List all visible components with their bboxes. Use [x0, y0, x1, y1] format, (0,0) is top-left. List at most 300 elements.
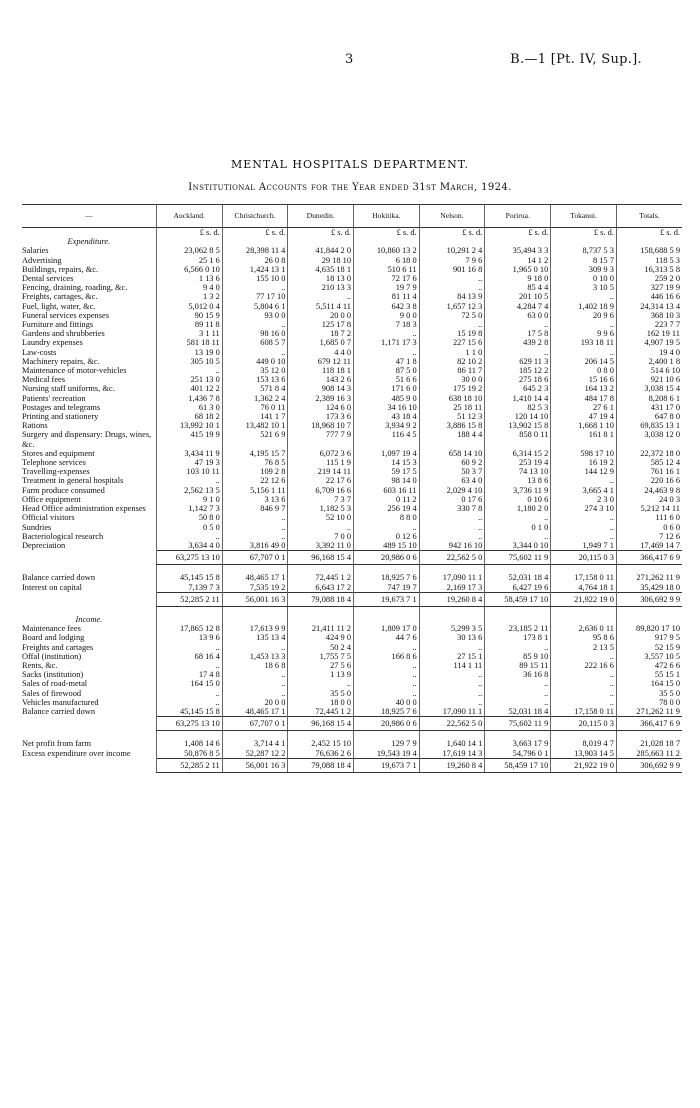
- amount-cell: 275 18 6: [485, 375, 551, 384]
- amount-cell: 330 7 8: [419, 504, 485, 513]
- amount-cell: ..: [485, 320, 551, 329]
- amount-cell: 3,736 11 9: [485, 486, 551, 495]
- amount-cell: ..: [551, 523, 617, 532]
- amount-cell: 201 10 5: [485, 292, 551, 301]
- amount-cell: 7 3 7: [288, 495, 354, 504]
- amount-cell: ..: [551, 513, 617, 522]
- amount-cell: ..: [222, 670, 288, 679]
- amount-cell: 21,922 19 0: [551, 758, 617, 772]
- amount-cell: [156, 565, 222, 574]
- table-row: [22, 679, 682, 688]
- amount-cell: 642 3 8: [354, 302, 420, 311]
- amount-cell: 4,195 15 7: [222, 449, 288, 458]
- amount-cell: 63,275 13 10: [156, 551, 222, 565]
- amount-cell: ..: [485, 689, 551, 698]
- amount-cell: [222, 615, 288, 624]
- amount-cell: ..: [156, 643, 222, 652]
- amount-cell: 13 8 6: [485, 476, 551, 485]
- row-label: Gardens and shrubberies: [22, 329, 105, 339]
- amount-cell: ..: [485, 348, 551, 357]
- column-header: Nelson.: [419, 205, 485, 228]
- amount-cell: [485, 565, 551, 574]
- amount-cell: £ s. d.: [485, 228, 551, 238]
- amount-cell: 98 16 0: [222, 329, 288, 338]
- amount-cell: 598 17 10: [551, 449, 617, 458]
- amount-cell: 424 9 0: [288, 633, 354, 642]
- amount-cell: 3 1 11: [156, 329, 222, 338]
- spacer-row: [22, 731, 682, 740]
- row-label: Advertising: [22, 255, 62, 265]
- amount-cell: 54,796 0 1: [485, 749, 551, 759]
- row-label: Farm produce consumed: [22, 485, 105, 495]
- page-title: MENTAL HOSPITALS DEPARTMENT.: [230, 158, 470, 171]
- amount-cell: 1,171 17 3: [354, 338, 420, 347]
- amount-cell: 3,038 12 0: [616, 430, 682, 448]
- amount-cell: 227 15 6: [419, 338, 485, 347]
- amount-cell: 13,903 14 5: [551, 749, 617, 759]
- row-label: Freights, cartages, &c.: [22, 292, 98, 302]
- amount-cell: 35 5 0: [616, 689, 682, 698]
- amount-cell: 1 1 0: [419, 348, 485, 357]
- amount-cell: 0 17 6: [419, 495, 485, 504]
- amount-cell: 20,115 0 3: [551, 717, 617, 731]
- amount-cell: 571 8 4: [222, 384, 288, 393]
- amount-cell: 1,180 2 0: [485, 504, 551, 513]
- row-label: [22, 731, 156, 740]
- amount-cell: 439 2 8: [485, 338, 551, 347]
- column-header: Dunedin.: [288, 205, 354, 228]
- amount-cell: 8 8 0: [354, 513, 420, 522]
- amount-cell: 5,299 3 5: [419, 624, 485, 633]
- amount-cell: 19,260 8 4: [419, 592, 485, 606]
- page-number: 3: [345, 52, 354, 67]
- amount-cell: ..: [485, 698, 551, 707]
- amount-cell: 446 16 6: [616, 292, 682, 301]
- amount-cell: [419, 731, 485, 740]
- row-label: Travelling-expenses: [22, 467, 90, 477]
- amount-cell: ..: [156, 689, 222, 698]
- amount-cell: 5,156 1 11: [222, 486, 288, 495]
- amount-cell: 118 18 1: [288, 366, 354, 375]
- amount-cell: [288, 606, 354, 615]
- amount-cell: £ s. d.: [419, 228, 485, 238]
- amount-cell: ..: [288, 523, 354, 532]
- row-label: Stores and equipment: [22, 448, 95, 458]
- amount-cell: ..: [354, 523, 420, 532]
- amount-cell: ..: [222, 643, 288, 652]
- amount-cell: ..: [485, 679, 551, 688]
- table-row: [22, 348, 682, 357]
- amount-cell: 521 6 9: [222, 430, 288, 448]
- table-row: [22, 513, 682, 522]
- amount-cell: [222, 565, 288, 574]
- table-row: [22, 633, 682, 642]
- table-row: [22, 670, 682, 679]
- amount-cell: [485, 237, 551, 246]
- row-label: Interest on capital: [22, 582, 82, 592]
- amount-cell: 2,562 13 5: [156, 486, 222, 495]
- amount-cell: 35 12 0: [222, 366, 288, 375]
- amount-cell: [222, 606, 288, 615]
- amount-cell: 8,737 5 3: [551, 246, 617, 255]
- amount-cell: 19,673 7 1: [354, 592, 420, 606]
- amount-cell: £ s. d.: [616, 228, 682, 238]
- column-header-row: [22, 205, 682, 228]
- table-row: [22, 292, 682, 301]
- amount-cell: 13,482 10 1: [222, 421, 288, 430]
- amount-cell: 917 9 5: [616, 633, 682, 642]
- amount-cell: 67,707 0 1: [222, 551, 288, 565]
- amount-cell: 19,543 19 4: [354, 749, 420, 759]
- amount-cell: 3 13 6: [222, 495, 288, 504]
- amount-cell: 777 7 9: [288, 430, 354, 448]
- table-row: [22, 384, 682, 393]
- column-header: Tokanui.: [551, 205, 617, 228]
- amount-cell: 72 5 0: [419, 311, 485, 320]
- amount-cell: 84 13 9: [419, 292, 485, 301]
- amount-cell: 2,389 16 3: [288, 394, 354, 403]
- row-label: Rents, &c.: [22, 660, 58, 670]
- amount-cell: 89 15 11: [485, 661, 551, 670]
- amount-cell: 59 17 5: [354, 467, 420, 476]
- amount-cell: 366,417 6 9: [616, 717, 682, 731]
- amount-cell: 1,949 7 1: [551, 541, 617, 551]
- row-label: [22, 551, 156, 565]
- amount-cell: ..: [551, 698, 617, 707]
- table-row: [22, 412, 682, 421]
- amount-cell: 72,445 1 2: [288, 707, 354, 717]
- amount-cell: 309 9 3: [551, 265, 617, 274]
- amount-cell: 87 5 0: [354, 366, 420, 375]
- amount-cell: 27 5 6: [288, 661, 354, 670]
- amount-cell: 761 16 1: [616, 467, 682, 476]
- table-row: [22, 739, 682, 748]
- amount-cell: ..: [156, 476, 222, 485]
- amount-cell: 6,314 15 2: [485, 449, 551, 458]
- row-label: Sundries: [22, 522, 52, 532]
- amount-cell: ..: [222, 348, 288, 357]
- table-row: [22, 329, 682, 338]
- section-heading: [22, 615, 682, 624]
- amount-cell: 401 12 2: [156, 384, 222, 393]
- amount-cell: 220 16 6: [616, 476, 682, 485]
- amount-cell: 82 5 3: [485, 403, 551, 412]
- amount-cell: ..: [419, 283, 485, 292]
- amount-cell: 17,619 14 3: [419, 749, 485, 759]
- amount-cell: 13 19 0: [156, 348, 222, 357]
- amount-cell: 472 6 6: [616, 661, 682, 670]
- amount-cell: 45,145 15 8: [156, 573, 222, 582]
- amount-cell: 40 0 0: [354, 698, 420, 707]
- row-label: Depreciation: [22, 540, 66, 550]
- amount-cell: ..: [551, 652, 617, 661]
- amount-cell: 74 13 10: [485, 467, 551, 476]
- row-label: Balance carried down: [22, 573, 96, 583]
- amount-cell: 118 5 3: [616, 256, 682, 265]
- amount-cell: 17 4 8: [156, 670, 222, 679]
- amount-cell: 124 6 0: [288, 403, 354, 412]
- amount-cell: 3,663 17 9: [485, 739, 551, 748]
- amount-cell: 125 17 8: [288, 320, 354, 329]
- amount-cell: [156, 615, 222, 624]
- amount-cell: 111 6 0: [616, 513, 682, 522]
- amount-cell: 3,886 15 8: [419, 421, 485, 430]
- amount-cell: 35,494 3 3: [485, 246, 551, 255]
- amount-cell: 109 2 8: [222, 467, 288, 476]
- amount-cell: 1,408 14 6: [156, 739, 222, 748]
- table-row: [22, 246, 682, 255]
- row-label: Board and lodging: [22, 633, 85, 643]
- amount-cell: 1,182 5 3: [288, 504, 354, 513]
- amount-cell: 164 15 0: [616, 679, 682, 688]
- amount-cell: 17,090 11 1: [419, 573, 485, 582]
- amount-cell: ..: [419, 679, 485, 688]
- row-label: Income.: [75, 614, 103, 624]
- amount-cell: 20 9 6: [551, 311, 617, 320]
- amount-cell: ..: [419, 670, 485, 679]
- amount-cell: 0 5 0: [156, 523, 222, 532]
- table-row: [22, 430, 682, 448]
- amount-cell: 8,208 6 1: [616, 394, 682, 403]
- amount-cell: 647 8 0: [616, 412, 682, 421]
- amount-cell: 17,158 0 11: [551, 573, 617, 582]
- amount-cell: 26 0 8: [222, 256, 288, 265]
- amount-cell: ..: [222, 523, 288, 532]
- amount-cell: 76,636 2 6: [288, 749, 354, 759]
- amount-cell: 23,062 8 5: [156, 246, 222, 255]
- table-row: [22, 532, 682, 541]
- table-row: [22, 643, 682, 652]
- amount-cell: 96,168 15 4: [288, 717, 354, 731]
- amount-cell: 7,139 7 3: [156, 583, 222, 593]
- amount-cell: 47 19 3: [156, 458, 222, 467]
- amount-cell: ..: [485, 513, 551, 522]
- amount-cell: 14 15 3: [354, 458, 420, 467]
- amount-cell: 603 16 11: [354, 486, 420, 495]
- amount-cell: ..: [222, 689, 288, 698]
- table-row: [22, 274, 682, 283]
- row-label: Balance carried down: [22, 706, 96, 716]
- amount-cell: 0 1 0: [485, 523, 551, 532]
- amount-cell: 47 19 4: [551, 412, 617, 421]
- amount-cell: 1 13 9: [288, 670, 354, 679]
- amount-cell: 20,115 0 3: [551, 551, 617, 565]
- amount-cell: 1,410 14 4: [485, 394, 551, 403]
- amount-cell: 327 19 9: [616, 283, 682, 292]
- amount-cell: 6,566 0 10: [156, 265, 222, 274]
- table-row: [22, 707, 682, 717]
- amount-cell: 27 15 1: [419, 652, 485, 661]
- amount-cell: 81 11 4: [354, 292, 420, 301]
- amount-cell: 2 3 0: [551, 495, 617, 504]
- amount-cell: 52 10 0: [288, 513, 354, 522]
- amount-cell: 305 10 5: [156, 357, 222, 366]
- table-row: [22, 421, 682, 430]
- amount-cell: 16,313 5 8: [616, 265, 682, 274]
- amount-cell: ..: [419, 698, 485, 707]
- amount-cell: 0 8 0: [551, 366, 617, 375]
- amount-cell: 6,072 3 6: [288, 449, 354, 458]
- amount-cell: 171 6 0: [354, 384, 420, 393]
- amount-cell: 18,968 10 7: [288, 421, 354, 430]
- amount-cell: 144 12 9: [551, 467, 617, 476]
- amount-cell: 85 4 4: [485, 283, 551, 292]
- amount-cell: 30 0 0: [419, 375, 485, 384]
- amount-cell: 4 4 0: [288, 348, 354, 357]
- amount-cell: £ s. d.: [288, 228, 354, 238]
- amount-cell: [288, 565, 354, 574]
- amount-cell: 56,001 16 3: [222, 758, 288, 772]
- row-label: Excess expenditure over income: [22, 748, 131, 758]
- table-row: [22, 652, 682, 661]
- spacer-row: [22, 565, 682, 574]
- amount-cell: [156, 237, 222, 246]
- row-label: Laundry expenses: [22, 338, 83, 348]
- amount-cell: 166 8 6: [354, 652, 420, 661]
- amount-cell: 75,602 11 9: [485, 717, 551, 731]
- table-row: [22, 265, 682, 274]
- amount-cell: 638 18 10: [419, 394, 485, 403]
- total-row: [22, 592, 682, 606]
- amount-cell: 20 0 0: [222, 698, 288, 707]
- amount-cell: 50 2 4: [288, 643, 354, 652]
- amount-cell: [354, 565, 420, 574]
- amount-cell: £ s. d.: [354, 228, 420, 238]
- row-label: Official visitors: [22, 513, 75, 523]
- amount-cell: 5,212 14 11: [616, 504, 682, 513]
- amount-cell: 274 3 10: [551, 504, 617, 513]
- amount-cell: 48,465 17 1: [222, 707, 288, 717]
- amount-cell: 485 9 0: [354, 394, 420, 403]
- amount-cell: 1,685 0 7: [288, 338, 354, 347]
- amount-cell: 306,692 9 9: [616, 758, 682, 772]
- amount-cell: ..: [551, 689, 617, 698]
- amount-cell: 1,402 18 9: [551, 302, 617, 311]
- amount-cell: 129 7 9: [354, 739, 420, 748]
- amount-cell: 253 19 4: [485, 458, 551, 467]
- table-row: [22, 689, 682, 698]
- amount-cell: 15 19 8: [419, 329, 485, 338]
- amount-cell: 13,992 10 1: [156, 421, 222, 430]
- amount-cell: 629 11 3: [485, 357, 551, 366]
- row-label: [22, 565, 156, 574]
- amount-cell: 63 0 0: [485, 311, 551, 320]
- amount-cell: 69,835 13 1: [616, 421, 682, 430]
- amount-cell: £ s. d.: [222, 228, 288, 238]
- amount-cell: [616, 565, 682, 574]
- total-row: [22, 717, 682, 731]
- amount-cell: 48,465 17 1: [222, 573, 288, 582]
- amount-cell: [616, 237, 682, 246]
- row-label: [22, 592, 156, 606]
- row-label: Printing and stationery: [22, 412, 99, 422]
- row-label: Sales of road-metal: [22, 679, 88, 689]
- amount-cell: 484 17 8: [551, 394, 617, 403]
- amount-cell: 5,511 4 11: [288, 302, 354, 311]
- column-header: Hokitika.: [354, 205, 420, 228]
- amount-cell: 141 1 7: [222, 412, 288, 421]
- amount-cell: 161 8 1: [551, 430, 617, 448]
- amount-cell: 8,019 4 7: [551, 739, 617, 748]
- amount-cell: 75,602 11 9: [485, 551, 551, 565]
- amount-cell: 193 18 11: [551, 338, 617, 347]
- amount-cell: 17 5 8: [485, 329, 551, 338]
- amount-cell: 50 8 0: [156, 513, 222, 522]
- table-row: [22, 523, 682, 532]
- row-label: Offal (institution): [22, 651, 82, 661]
- amount-cell: 1,436 7 8: [156, 394, 222, 403]
- amount-cell: 25 18 11: [419, 403, 485, 412]
- amount-cell: 210 13 3: [288, 283, 354, 292]
- amount-cell: [485, 615, 551, 624]
- amount-cell: 9 1 0: [156, 495, 222, 504]
- amount-cell: £ s. d.: [551, 228, 617, 238]
- amount-cell: ..: [551, 292, 617, 301]
- amount-cell: ..: [354, 661, 420, 670]
- row-label: Vehicles manufactured: [22, 697, 99, 707]
- amount-cell: 52,285 2 11: [156, 592, 222, 606]
- amount-cell: [288, 615, 354, 624]
- amount-cell: 1,640 14 1: [419, 739, 485, 748]
- amount-cell: 1,657 12 3: [419, 302, 485, 311]
- amount-cell: 103 10 11: [156, 467, 222, 476]
- amount-cell: 52,031 18 4: [485, 573, 551, 582]
- amount-cell: ..: [551, 348, 617, 357]
- table-row: [22, 661, 682, 670]
- amount-cell: 3,634 4 0: [156, 541, 222, 551]
- amount-cell: ..: [222, 679, 288, 688]
- amount-cell: [419, 237, 485, 246]
- amount-cell: ..: [354, 679, 420, 688]
- amount-cell: [551, 565, 617, 574]
- amount-cell: 52,287 12 2: [222, 749, 288, 759]
- amount-cell: ..: [419, 320, 485, 329]
- amount-cell: ..: [419, 513, 485, 522]
- amount-cell: [616, 615, 682, 624]
- row-label: [22, 228, 156, 238]
- row-label: [22, 758, 156, 772]
- table-row: [22, 476, 682, 485]
- amount-cell: 78 0 0: [616, 698, 682, 707]
- amount-cell: 68 16 4: [156, 652, 222, 661]
- amount-cell: ..: [156, 366, 222, 375]
- row-label: Freights and cartages: [22, 642, 94, 652]
- amount-cell: 188 4 4: [419, 430, 485, 448]
- amount-cell: 7,535 19 2: [222, 583, 288, 593]
- amount-cell: 2 13 5: [551, 643, 617, 652]
- amount-cell: [156, 606, 222, 615]
- table-row: [22, 495, 682, 504]
- amount-cell: 89,820 17 10: [616, 624, 682, 633]
- amount-cell: 13 9 6: [156, 633, 222, 642]
- amount-cell: 4,284 7 4: [485, 302, 551, 311]
- amount-cell: 67,707 0 1: [222, 717, 288, 731]
- amount-cell: ..: [354, 670, 420, 679]
- amount-cell: 747 19 7: [354, 583, 420, 593]
- amount-cell: 206 14 5: [551, 357, 617, 366]
- amount-cell: 259 2 0: [616, 274, 682, 283]
- row-label: Patients' recreation: [22, 393, 86, 403]
- row-label: Sales of firewood: [22, 688, 82, 698]
- accounts-table-body: [22, 228, 682, 773]
- amount-cell: 2,452 15 10: [288, 739, 354, 748]
- amount-cell: 3,038 15 4: [616, 384, 682, 393]
- amount-cell: 25 1 6: [156, 256, 222, 265]
- amount-cell: £ s. d.: [156, 228, 222, 238]
- document-reference: B.—1 [Pt. IV, Sup.].: [510, 52, 642, 67]
- amount-cell: ..: [551, 320, 617, 329]
- amount-cell: 1 3 2: [156, 292, 222, 301]
